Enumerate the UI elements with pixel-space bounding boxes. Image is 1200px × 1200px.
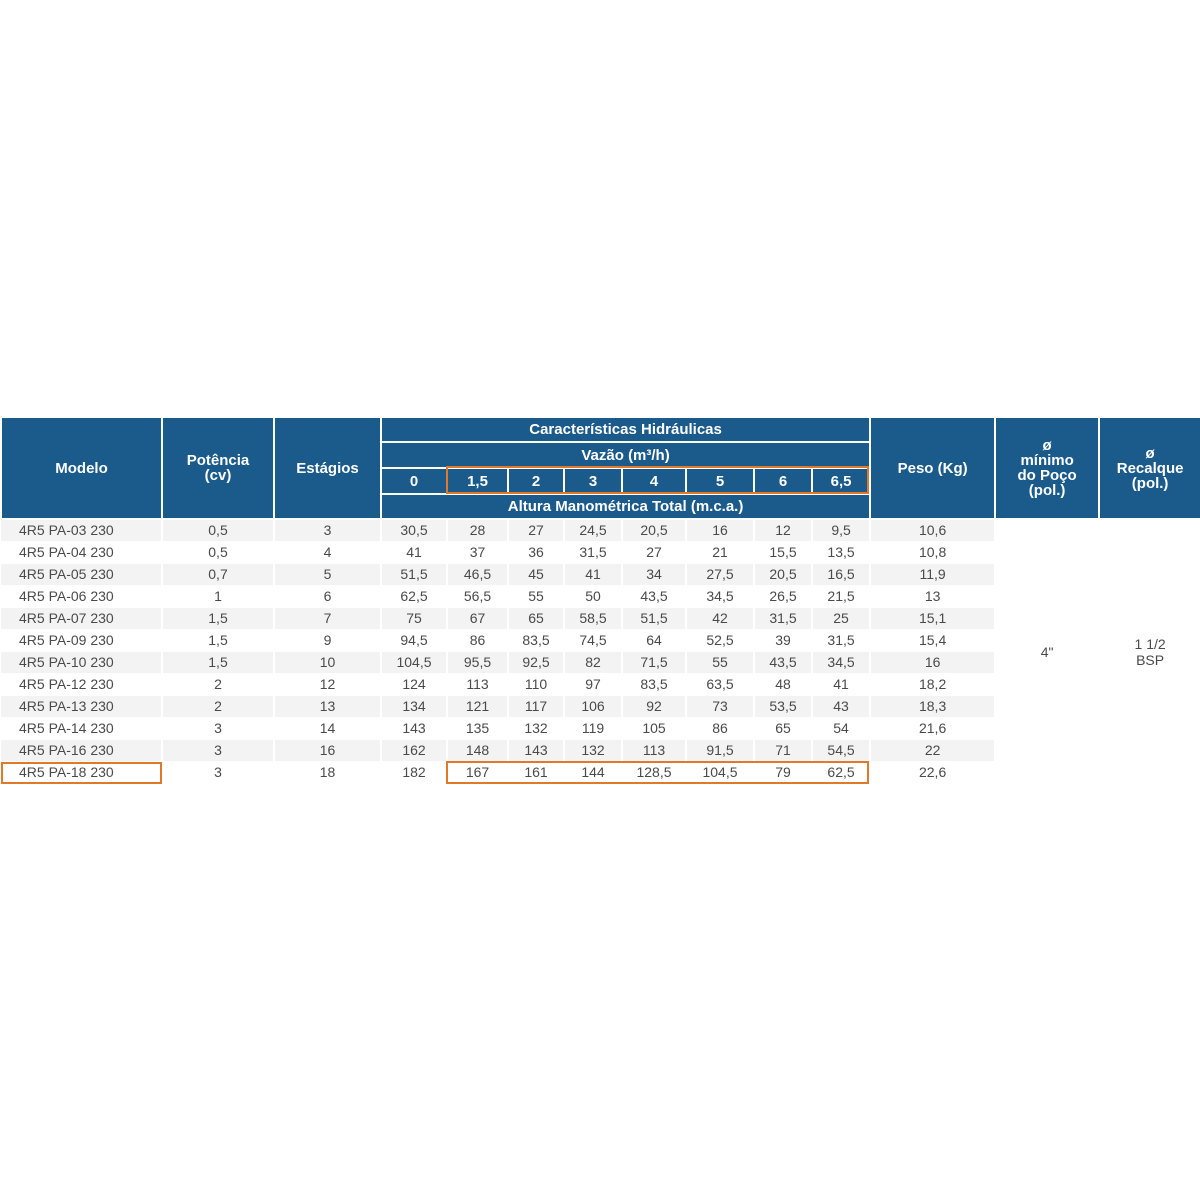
altura-cell: 92,5 (508, 652, 564, 674)
potencia-cell: 3 (162, 762, 274, 784)
altura-cell: 27 (508, 519, 564, 542)
altura-cell: 45 (508, 564, 564, 586)
altura-cell: 119 (564, 718, 622, 740)
altura-cell: 21,5 (812, 586, 870, 608)
altura-cell: 28 (447, 519, 508, 542)
modelo-cell: 4R5 PA-18 230 (1, 762, 162, 784)
altura-cell: 16 (686, 519, 754, 542)
altura-cell: 113 (622, 740, 686, 762)
estagios-cell: 6 (274, 586, 381, 608)
altura-cell: 124 (381, 674, 447, 696)
altura-cell: 58,5 (564, 608, 622, 630)
vazao-value-4: 4 (622, 468, 686, 494)
modelo-cell: 4R5 PA-04 230 (1, 542, 162, 564)
altura-cell: 73 (686, 696, 754, 718)
peso-cell: 15,1 (870, 608, 995, 630)
peso-cell: 21,6 (870, 718, 995, 740)
altura-cell: 86 (686, 718, 754, 740)
altura-cell: 54,5 (812, 740, 870, 762)
potencia-cell: 0,7 (162, 564, 274, 586)
header-potencia: Potência (cv) (162, 417, 274, 519)
potencia-cell: 1,5 (162, 608, 274, 630)
altura-cell: 91,5 (686, 740, 754, 762)
altura-cell: 143 (381, 718, 447, 740)
peso-cell: 15,4 (870, 630, 995, 652)
altura-cell: 53,5 (754, 696, 812, 718)
altura-cell: 41 (812, 674, 870, 696)
altura-cell: 167 (447, 762, 508, 784)
altura-cell: 64 (622, 630, 686, 652)
potencia-cell: 2 (162, 696, 274, 718)
altura-cell: 135 (447, 718, 508, 740)
peso-cell: 10,6 (870, 519, 995, 542)
peso-cell: 18,3 (870, 696, 995, 718)
altura-cell: 97 (564, 674, 622, 696)
estagios-cell: 9 (274, 630, 381, 652)
modelo-cell: 4R5 PA-10 230 (1, 652, 162, 674)
altura-cell: 55 (686, 652, 754, 674)
altura-cell: 75 (381, 608, 447, 630)
altura-cell: 25 (812, 608, 870, 630)
modelo-cell: 4R5 PA-16 230 (1, 740, 162, 762)
altura-cell: 143 (508, 740, 564, 762)
altura-cell: 86 (447, 630, 508, 652)
altura-cell: 31,5 (564, 542, 622, 564)
altura-cell: 148 (447, 740, 508, 762)
altura-cell: 63,5 (686, 674, 754, 696)
peso-cell: 13 (870, 586, 995, 608)
spec-table-body (1, 519, 1200, 784)
altura-cell: 51,5 (381, 564, 447, 586)
altura-cell: 65 (508, 608, 564, 630)
altura-cell: 74,5 (564, 630, 622, 652)
altura-cell: 36 (508, 542, 564, 564)
estagios-cell: 14 (274, 718, 381, 740)
potencia-cell: 2 (162, 674, 274, 696)
altura-cell: 31,5 (812, 630, 870, 652)
altura-cell: 71 (754, 740, 812, 762)
altura-cell: 104,5 (686, 762, 754, 784)
altura-cell: 27 (622, 542, 686, 564)
recalque-value: 1 1/2 BSP (1099, 519, 1200, 784)
header-caracteristicas-hidraulicas: Características Hidráulicas (381, 417, 870, 442)
altura-cell: 34 (622, 564, 686, 586)
header-modelo: Modelo (1, 417, 162, 519)
altura-cell: 104,5 (381, 652, 447, 674)
header-altura-manometrica: Altura Manométrica Total (m.c.a.) (381, 494, 870, 519)
header-vazao: Vazão (m³/h) (381, 442, 870, 468)
altura-cell: 16,5 (812, 564, 870, 586)
altura-cell: 42 (686, 608, 754, 630)
altura-cell: 43,5 (754, 652, 812, 674)
altura-cell: 67 (447, 608, 508, 630)
altura-cell: 41 (381, 542, 447, 564)
altura-cell: 37 (447, 542, 508, 564)
altura-cell: 132 (508, 718, 564, 740)
altura-cell: 83,5 (622, 674, 686, 696)
modelo-cell: 4R5 PA-09 230 (1, 630, 162, 652)
vazao-value-0: 0 (381, 468, 447, 494)
estagios-cell: 13 (274, 696, 381, 718)
vazao-value-3: 3 (564, 468, 622, 494)
header-poco: ø mínimo do Poço (pol.) (995, 417, 1099, 519)
altura-cell: 132 (564, 740, 622, 762)
altura-cell: 83,5 (508, 630, 564, 652)
potencia-cell: 1 (162, 586, 274, 608)
estagios-cell: 4 (274, 542, 381, 564)
altura-cell: 21 (686, 542, 754, 564)
peso-cell: 22,6 (870, 762, 995, 784)
altura-cell: 24,5 (564, 519, 622, 542)
altura-cell: 31,5 (754, 608, 812, 630)
potencia-cell: 1,5 (162, 630, 274, 652)
modelo-cell: 4R5 PA-07 230 (1, 608, 162, 630)
pump-spec-table (0, 416, 1200, 784)
altura-cell: 43 (812, 696, 870, 718)
vazao-value-2: 2 (508, 468, 564, 494)
estagios-cell: 5 (274, 564, 381, 586)
altura-cell: 30,5 (381, 519, 447, 542)
altura-cell: 9,5 (812, 519, 870, 542)
altura-cell: 71,5 (622, 652, 686, 674)
modelo-cell: 4R5 PA-14 230 (1, 718, 162, 740)
altura-cell: 182 (381, 762, 447, 784)
altura-cell: 51,5 (622, 608, 686, 630)
altura-cell: 43,5 (622, 586, 686, 608)
altura-cell: 105 (622, 718, 686, 740)
modelo-cell: 4R5 PA-12 230 (1, 674, 162, 696)
altura-cell: 46,5 (447, 564, 508, 586)
altura-cell: 62,5 (812, 762, 870, 784)
altura-cell: 110 (508, 674, 564, 696)
peso-cell: 16 (870, 652, 995, 674)
altura-cell: 26,5 (754, 586, 812, 608)
altura-cell: 134 (381, 696, 447, 718)
potencia-cell: 3 (162, 740, 274, 762)
vazao-value-1: 1,5 (447, 468, 508, 494)
peso-cell: 11,9 (870, 564, 995, 586)
altura-cell: 39 (754, 630, 812, 652)
potencia-cell: 3 (162, 718, 274, 740)
altura-cell: 20,5 (622, 519, 686, 542)
estagios-cell: 10 (274, 652, 381, 674)
header-recalque: ø Recalque (pol.) (1099, 417, 1200, 519)
potencia-cell: 0,5 (162, 542, 274, 564)
spec-table-container (0, 416, 1200, 784)
altura-cell: 12 (754, 519, 812, 542)
altura-cell: 41 (564, 564, 622, 586)
altura-cell: 34,5 (812, 652, 870, 674)
altura-cell: 95,5 (447, 652, 508, 674)
vazao-value-6: 6 (754, 468, 812, 494)
poco-value: 4" (995, 519, 1099, 784)
peso-cell: 22 (870, 740, 995, 762)
altura-cell: 54 (812, 718, 870, 740)
altura-cell: 27,5 (686, 564, 754, 586)
header-peso: Peso (Kg) (870, 417, 995, 519)
altura-cell: 52,5 (686, 630, 754, 652)
altura-cell: 34,5 (686, 586, 754, 608)
estagios-cell: 3 (274, 519, 381, 542)
altura-cell: 92 (622, 696, 686, 718)
modelo-cell: 4R5 PA-03 230 (1, 519, 162, 542)
altura-cell: 117 (508, 696, 564, 718)
altura-cell: 55 (508, 586, 564, 608)
altura-cell: 161 (508, 762, 564, 784)
altura-cell: 15,5 (754, 542, 812, 564)
altura-cell: 48 (754, 674, 812, 696)
table-row (1, 519, 1200, 542)
modelo-cell: 4R5 PA-06 230 (1, 586, 162, 608)
modelo-cell: 4R5 PA-13 230 (1, 696, 162, 718)
altura-cell: 13,5 (812, 542, 870, 564)
altura-cell: 128,5 (622, 762, 686, 784)
altura-cell: 162 (381, 740, 447, 762)
estagios-cell: 7 (274, 608, 381, 630)
altura-cell: 113 (447, 674, 508, 696)
estagios-cell: 16 (274, 740, 381, 762)
vazao-value-5: 5 (686, 468, 754, 494)
altura-cell: 94,5 (381, 630, 447, 652)
header-estagios: Estágios (274, 417, 381, 519)
altura-cell: 65 (754, 718, 812, 740)
peso-cell: 18,2 (870, 674, 995, 696)
estagios-cell: 12 (274, 674, 381, 696)
altura-cell: 144 (564, 762, 622, 784)
vazao-value-7: 6,5 (812, 468, 870, 494)
altura-cell: 106 (564, 696, 622, 718)
peso-cell: 10,8 (870, 542, 995, 564)
altura-cell: 56,5 (447, 586, 508, 608)
altura-cell: 20,5 (754, 564, 812, 586)
altura-cell: 79 (754, 762, 812, 784)
potencia-cell: 1,5 (162, 652, 274, 674)
potencia-cell: 0,5 (162, 519, 274, 542)
altura-cell: 82 (564, 652, 622, 674)
altura-cell: 50 (564, 586, 622, 608)
estagios-cell: 18 (274, 762, 381, 784)
modelo-cell: 4R5 PA-05 230 (1, 564, 162, 586)
altura-cell: 121 (447, 696, 508, 718)
altura-cell: 62,5 (381, 586, 447, 608)
